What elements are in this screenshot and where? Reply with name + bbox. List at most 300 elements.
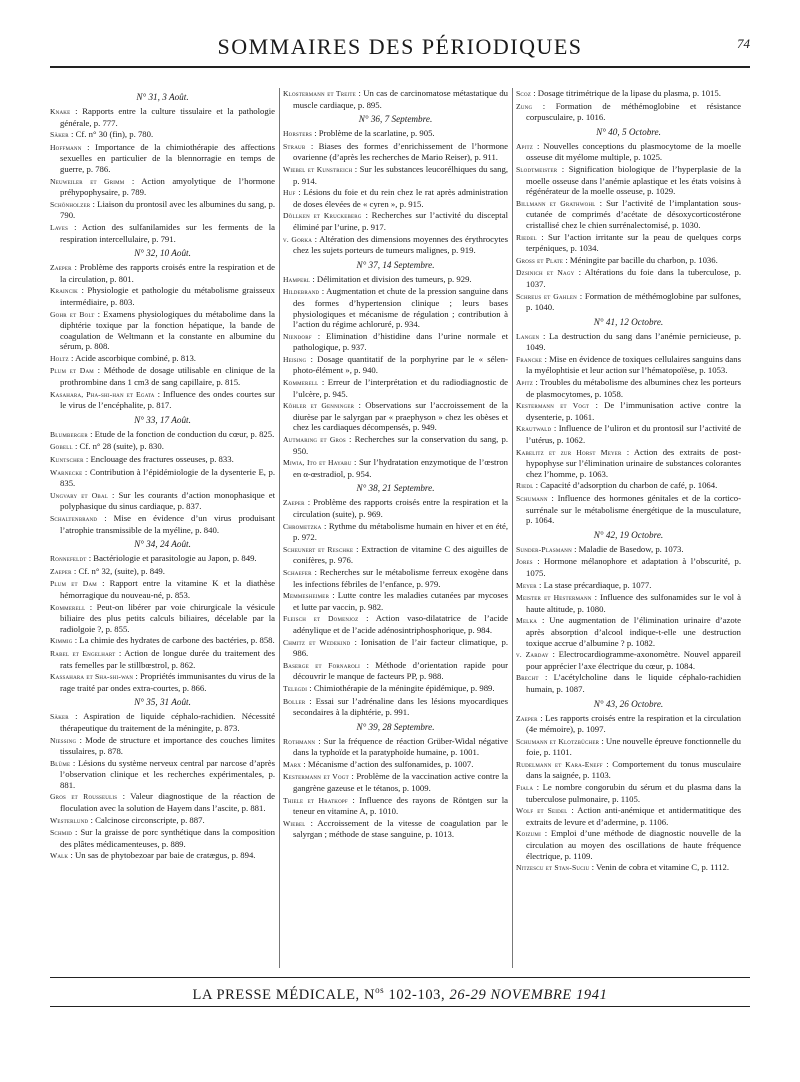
entry-title: : Sur l’action irritante sur la peau de quelques corps terpéniques, p. 1034. bbox=[526, 231, 741, 254]
entry-authors: Blumberger bbox=[50, 429, 88, 439]
column-3 bbox=[516, 88, 741, 968]
entry-title: : Problème de la vaccination active contre la gangrène gazeuse et le tétanos, p. 1009. bbox=[293, 771, 508, 794]
entry-title: : Propriétés immunisantes du virus de la rage traité par ondes extra-courtes, p. 866. bbox=[60, 671, 275, 693]
article-entry bbox=[516, 198, 741, 231]
article-entry bbox=[516, 580, 741, 592]
entry-title: : Sur la graisse de porc synthétique dans la composition des plâtes médicamenteuses, p. 889. bbox=[60, 827, 275, 849]
entry-title: : Bactériologie et parasitologie au Japon, p. 849. bbox=[88, 553, 257, 564]
entry-authors: Kommerell bbox=[50, 602, 86, 612]
entry-authors: Gobell bbox=[50, 442, 73, 452]
entry-title: : Cf. n° 32, (suite), p. 849. bbox=[73, 565, 165, 576]
entry-title: : Nouvelles conceptions du plasmocytome de la moelle osseuse dit myélome multiple, p. 1025. bbox=[526, 140, 741, 163]
entry-title: : Biases des formes d’enrichissement de l’hormone ovarienne (d’après les recherches de Mario Reiser), p. 911. bbox=[293, 140, 508, 163]
entry-authors: Memmesheimer bbox=[283, 591, 330, 601]
entry-authors: v. Gorka bbox=[283, 234, 313, 244]
entry-authors: Slodtmeister bbox=[516, 164, 558, 174]
entry-authors: Walk bbox=[50, 851, 69, 861]
article-entry bbox=[516, 400, 741, 422]
article-entry bbox=[50, 467, 275, 489]
article-entry bbox=[516, 447, 741, 480]
article-entry bbox=[50, 262, 275, 284]
article-entry bbox=[50, 365, 275, 387]
issue-heading: N° 33, 17 Août. bbox=[134, 414, 191, 425]
entry-authors: Straub bbox=[283, 141, 306, 151]
article-entry bbox=[50, 142, 275, 175]
entry-title: : Altération des dimensions moyennes des érythrocytes chez les sujets porteurs de tumeurs malignes, p. 919. bbox=[293, 233, 508, 256]
article-entry bbox=[516, 556, 741, 578]
entry-title: : Recherches sur la conservation du sang, p. 950. bbox=[293, 434, 508, 456]
entry-title: : Rythme du métabolisme humain en hiver et en été, p. 972. bbox=[293, 520, 508, 543]
column-1 bbox=[50, 88, 275, 968]
footer-date: 26-29 NOVEMBRE 1941 bbox=[449, 986, 608, 1003]
entry-authors: Gros et Rousseulis bbox=[50, 792, 118, 802]
entry-authors: Plum et Dam bbox=[50, 579, 97, 589]
entry-authors: Kasahara, Pha-shi-han et Egata bbox=[50, 389, 155, 399]
entry-authors: Säker bbox=[50, 712, 69, 722]
entry-authors: Nitzescu et Stan-Suciu bbox=[516, 863, 590, 873]
article-entry bbox=[516, 862, 741, 874]
article-entry bbox=[516, 782, 741, 804]
entry-title: : Contribution à l’épidémiologie de la dysenterie E, p. 835. bbox=[60, 466, 275, 489]
article-entry bbox=[50, 285, 275, 307]
article-entry bbox=[516, 88, 741, 100]
article-entry bbox=[283, 88, 508, 110]
article-entry bbox=[516, 354, 741, 376]
entry-title: : Action des extraits de post-hypophyse sur l’élimination urinaire de substances colorantes chez l’homme, p. 1063. bbox=[526, 446, 741, 479]
entry-title: : Signification biologique de l’hyperplasie de la moelle osseuse dans l’anémie aplastique et les états voisins à régénérateur de la moelle osseuse, p. 1029. bbox=[526, 163, 741, 197]
entry-authors: Chmitz et Wedekind bbox=[283, 637, 351, 647]
article-entry bbox=[283, 795, 508, 817]
entry-title: : Formation de méthémoglobine et résistance corpusculaire, p. 1016. bbox=[526, 100, 741, 123]
entry-title: : Essai sur l’adrénaline dans les lésions myocardiques secondaires à la diphtérie, p. 991. bbox=[293, 695, 508, 718]
entry-title: : Rapport entre la vitamine K et la diathèse hémorragique du nouveau-né, p. 853. bbox=[60, 578, 275, 600]
article-entry bbox=[283, 660, 508, 682]
article-entry bbox=[516, 480, 741, 492]
article-entry bbox=[50, 648, 275, 670]
entry-authors: Zaeper bbox=[50, 263, 72, 273]
entry-title: : Un sas de phytobezoar par baie de cratægus, p. 894. bbox=[70, 850, 256, 861]
entry-authors: Schumann bbox=[516, 494, 548, 503]
entry-authors: Kraincik bbox=[50, 286, 78, 296]
article-entry bbox=[283, 457, 508, 479]
entry-authors: Kestermann et Vogt bbox=[516, 401, 590, 411]
entry-authors: Schönholzer bbox=[50, 199, 91, 209]
entry-title: : Action vaso-dilatatrice de l’acide adénylique et de l’acide adénosintriphosphorique, p. 984. bbox=[293, 613, 508, 635]
article-entry bbox=[50, 791, 275, 813]
page-title: SOMMAIRES DES PÉRIODIQUES bbox=[217, 34, 583, 59]
footer-journal: LA PRESSE MÉDICALE, N bbox=[192, 986, 376, 1003]
entry-title: : Cf. n° 30 (fin), p. 780. bbox=[71, 129, 154, 140]
article-entry bbox=[283, 331, 508, 353]
entry-title: : Aspiration de liquide céphalo-rachidien. Nécessité thérapeutique du traitement de la méningite, p. 873. bbox=[60, 711, 275, 733]
article-entry bbox=[50, 513, 275, 535]
article-entry bbox=[283, 590, 508, 612]
entry-title: : Les rapports croisés entre la respiration et la circulation (4e mémoire), p. 1097. bbox=[526, 712, 741, 735]
entry-title: : Problème des rapports croisés entre la respiration et la circulation (suite), p. 969. bbox=[293, 497, 508, 519]
entry-title: : Influence des rayons de Röntgen sur la teneur en vitamine A, p. 1010. bbox=[293, 794, 508, 817]
article-entry bbox=[516, 164, 741, 197]
column-divider bbox=[512, 88, 513, 968]
issue-heading: N° 38, 21 Septembre. bbox=[356, 483, 435, 494]
issue-heading: N° 39, 28 Septembre. bbox=[356, 721, 435, 732]
entry-authors: Zaeper bbox=[516, 713, 538, 723]
entry-title: : La stase précardiaque, p. 1077. bbox=[538, 579, 652, 590]
entry-title: : Action amyolytique de l’hormone préhypophysaire, p. 789. bbox=[60, 175, 275, 198]
article-entry bbox=[516, 592, 741, 614]
entry-authors: Jores bbox=[516, 557, 533, 567]
article-entry bbox=[50, 602, 275, 635]
article-entry bbox=[516, 713, 741, 735]
article-entry bbox=[50, 671, 275, 693]
entry-title: : Lutte contre les maladies cutanées par mycoses et lutte par vaccin, p. 982. bbox=[293, 590, 508, 612]
article-entry bbox=[283, 696, 508, 718]
article-entry bbox=[516, 232, 741, 254]
entry-authors: Holtz bbox=[50, 353, 69, 363]
entry-title: : Capacité d’adsorption du charbon de café, p. 1064. bbox=[535, 480, 718, 491]
article-entry bbox=[283, 736, 508, 758]
entry-authors: Fleisch et Domenjoz bbox=[283, 614, 359, 624]
article-entry bbox=[283, 210, 508, 232]
issue-heading: N° 34, 24 Août. bbox=[134, 539, 191, 550]
entry-authors: Heising bbox=[283, 354, 307, 364]
entry-authors: Francke bbox=[516, 354, 543, 364]
article-entry bbox=[283, 497, 508, 519]
entry-title: : Problème des rapports croisés entre la respiration et de la circulation, p. 801. bbox=[60, 262, 275, 284]
article-entry bbox=[516, 828, 741, 861]
entry-authors: Niessing bbox=[50, 735, 77, 745]
entry-title: : L’acétylcholine dans le liquide céphalo-rachidien humain, p. 1087. bbox=[526, 672, 741, 694]
entry-authors: Huf bbox=[283, 188, 296, 198]
entry-authors: Ungvary et Obal bbox=[50, 490, 109, 500]
entry-authors: Knake bbox=[50, 107, 71, 116]
article-entry bbox=[50, 441, 275, 453]
entry-title: : Sur la fréquence de réaction Grüber-Widal négative dans la typhoïde et la paratyphoïde humaine, p. 1001. bbox=[293, 735, 508, 758]
column-divider bbox=[279, 88, 280, 968]
entry-authors: Scoz bbox=[516, 89, 532, 98]
entry-authors: Meister et Hestermann bbox=[516, 593, 592, 603]
entry-authors: Warnecke bbox=[50, 467, 83, 477]
entry-authors: Neuweiler et Grimm bbox=[50, 176, 125, 186]
entry-authors: Autmaring et Gros bbox=[283, 435, 346, 445]
entry-title: : Calcinose circonscripte, p. 887. bbox=[90, 814, 205, 825]
entry-title: : Une nouvelle épreuve fonctionnelle du foie, p. 1101. bbox=[526, 735, 741, 758]
article-entry bbox=[50, 309, 275, 352]
entry-authors: Koizumi bbox=[516, 829, 541, 839]
entry-authors: Schaltenbrand bbox=[50, 514, 98, 523]
entry-authors: Zaeper bbox=[50, 566, 72, 576]
entry-authors: Klostermann et Treite bbox=[283, 89, 356, 98]
entry-authors: Horsters bbox=[283, 129, 313, 139]
entry-title: : Venin de cobra et vitamine C, p. 1112. bbox=[591, 862, 730, 873]
article-entry bbox=[516, 141, 741, 163]
article-entry bbox=[283, 274, 508, 286]
entry-authors: Kestermann et Vogt bbox=[283, 772, 349, 782]
article-entry bbox=[283, 544, 508, 566]
article-entry bbox=[50, 735, 275, 757]
entry-title: : Mise en évidence de toxiques cellulaires sanguins dans la myélophtisie et leur action sur l’hématopoïèse, p. 1053. bbox=[526, 353, 741, 376]
article-entry bbox=[516, 267, 741, 289]
entry-authors: Laves bbox=[50, 222, 69, 232]
entry-authors: Baserge et Fornaroli bbox=[283, 660, 361, 670]
page-number: 74 bbox=[737, 36, 750, 51]
entry-authors: Apitz bbox=[516, 378, 534, 388]
article-entry bbox=[50, 566, 275, 578]
entry-title: : Emploi d’une méthode de diagnostic nouvelle de la circulation au moyen des oscillations de haute fréquence électrique, p. 1109. bbox=[526, 828, 741, 861]
entry-title: : Sur les courants d’action monophasique et polyphasique du sinus cardiaque, p. 837. bbox=[60, 489, 275, 512]
article-entry bbox=[283, 771, 508, 793]
article-entry bbox=[283, 187, 508, 209]
footer-number-sup: os bbox=[375, 985, 385, 995]
entry-title: : Problème de la scarlatine, p. 905. bbox=[314, 128, 435, 139]
entry-title: : De l’immunisation active contre la dysenterie, p. 1061. bbox=[526, 400, 741, 422]
entry-title: : Dosage quantitatif de la porphyrine par le « sélen-photo-élément », p. 940. bbox=[293, 353, 508, 376]
issue-heading: N° 32, 10 Août. bbox=[134, 248, 191, 259]
entry-authors: Rudelmann et Kara-Eneff bbox=[516, 759, 603, 769]
article-entry bbox=[516, 493, 741, 526]
issue-heading: N° 36, 7 Septembre. bbox=[358, 114, 433, 125]
entry-title: : Hormone mélanophore et adaptation à l’obscurité, p. 1075. bbox=[526, 556, 741, 578]
entry-title: : Peut-on libérer par voie chirurgicale la vésicule biliaire des plus petits calculs biliaires, décelable par la radiolgoie ?, p. 855. bbox=[60, 601, 275, 634]
issue-heading: N° 42, 19 Octobre. bbox=[593, 529, 664, 540]
article-entry bbox=[283, 234, 508, 256]
article-entry bbox=[50, 815, 275, 827]
entry-title: : Sur l’activité de l’implantation sous-cutanée de comprimés d’acétate de désoxycorticostérone cristallisé chez le chien surrénalectomisé, p. 1030. bbox=[526, 197, 741, 230]
article-entry bbox=[50, 176, 275, 198]
entry-title: : Le nombre congorubin du sérum et du plasma dans la tuberculose pulmonaire, p. 1105. bbox=[526, 782, 741, 804]
article-entry bbox=[283, 613, 508, 635]
entry-title: : Sur l’hydratation enzymotique de l’œstron en α-œstradiol, p. 954. bbox=[293, 457, 508, 479]
article-entry bbox=[50, 490, 275, 512]
article-entry bbox=[516, 649, 741, 671]
entry-title: : Un cas de carcinomatose métastatique du muscle cardiaque, p. 895. bbox=[293, 88, 508, 110]
article-entry bbox=[516, 759, 741, 781]
entry-authors: Langen bbox=[516, 331, 540, 341]
entry-title: : Cf. n° 28 (suite), p. 830. bbox=[74, 441, 164, 452]
entry-authors: Hildebrand bbox=[283, 287, 320, 297]
entry-title: : Accroissement de la vitesse de coagulation par le salyrgan ; méthode de stase sanguine, p. 1013. bbox=[293, 817, 508, 840]
footer-rule bbox=[50, 977, 750, 978]
entry-title: : Augmentation et chute de la pression sanguine dans des formes d’hypertension clinique ; leurs bases physiologiques et mécanisme de régulation ; contribution à l’action du régime achloruré, p. 934. bbox=[293, 286, 508, 330]
issue-heading: N° 40, 5 Octobre. bbox=[596, 126, 661, 137]
entry-title: : Influence de l’uliron et du prontosil sur l’activité de l’utérus, p. 1062. bbox=[526, 423, 741, 446]
article-entry bbox=[283, 377, 508, 399]
entry-title: : Recherches sur l’activité du disceptal éliminé par l’urine, p. 917. bbox=[293, 210, 508, 232]
entry-title: : La chimie des hydrates de carbone des bactéries, p. 858. bbox=[74, 635, 275, 646]
entry-title: : Valeur diagnostique de la réaction de floculation avec la solution de Hayem dans l’ascite, p. 881. bbox=[60, 791, 275, 814]
entry-authors: Plum et Dam bbox=[50, 366, 94, 376]
issue-heading: N° 35, 31 Août. bbox=[134, 697, 191, 708]
entry-authors: Rabel et Engelhart bbox=[50, 648, 116, 658]
entry-title: : Acide ascorbique combiné, p. 813. bbox=[70, 352, 196, 363]
entry-title: : Influence des ondes courtes sur le virus de l’encéphalite, p. 817. bbox=[60, 388, 275, 411]
page-header bbox=[50, 30, 750, 70]
entry-title: : Formation de méthémoglobine par sulfones, p. 1040. bbox=[526, 290, 741, 313]
article-entry bbox=[50, 553, 275, 565]
article-entry bbox=[516, 615, 741, 648]
article-entry bbox=[283, 354, 508, 376]
column-2 bbox=[283, 88, 508, 968]
entry-authors: Wiebel et Kunstreich bbox=[283, 164, 353, 174]
entry-authors: Westerlund bbox=[50, 815, 89, 825]
article-entry bbox=[50, 635, 275, 647]
entry-title: : Action anti-anémique et antidermatitique des extraits de levure et d’adermine, p. 1106. bbox=[526, 805, 741, 827]
entry-authors: Kassahara et Sha-shi-wan bbox=[50, 672, 134, 682]
entry-title: : Action des sulfanilamides sur les ferments de la respiration intercellulaire, p. 791. bbox=[60, 221, 275, 244]
entry-title: : Méthode d’orientation rapide pour découvrir le manque de facteurs PP, p. 988. bbox=[293, 659, 508, 682]
entry-authors: Sunder-Plasmann bbox=[516, 544, 572, 554]
entry-title: : Maladie de Basedow, p. 1073. bbox=[574, 543, 684, 554]
page-footer bbox=[50, 985, 750, 1004]
entry-authors: Niendorf bbox=[283, 331, 312, 341]
article-entry bbox=[50, 106, 275, 128]
entry-authors: Wolf et Seidel bbox=[516, 806, 568, 816]
article-entry bbox=[516, 672, 741, 694]
entry-authors: Kimmig bbox=[50, 636, 73, 646]
entry-authors: Thiele et Hratkopf bbox=[283, 795, 348, 805]
article-entry bbox=[50, 353, 275, 365]
entry-title: : Action de longue durée du traitement des rats femelles par le stillbœstrol, p. 862. bbox=[60, 647, 275, 670]
article-entry bbox=[50, 711, 275, 733]
entry-authors: Fiala bbox=[516, 783, 534, 793]
entry-authors: Wiebel bbox=[283, 818, 306, 828]
article-entry bbox=[516, 377, 741, 399]
entry-authors: Döllken et Kruckeberg bbox=[283, 211, 362, 221]
article-entry bbox=[50, 850, 275, 862]
entry-title: : Dosage titrimétrique de la lipase du plasma, p. 1015. bbox=[533, 88, 721, 98]
entry-title: : Ionisation de l’air facteur climatique, p. 986. bbox=[293, 636, 508, 659]
article-entry bbox=[283, 759, 508, 771]
entry-title: : Sur les substances leucorélhiques du sang, p. 914. bbox=[293, 163, 508, 186]
issue-heading: N° 41, 12 Octobre. bbox=[593, 316, 664, 327]
entry-title: : La destruction du sang dans l’anémie pernicieuse, p. 1049. bbox=[526, 330, 741, 353]
article-entry bbox=[283, 286, 508, 329]
entry-authors: Säker bbox=[50, 130, 69, 140]
header-rule bbox=[50, 66, 750, 68]
entry-authors: Scheunert et Reschke bbox=[283, 544, 354, 554]
article-entry bbox=[283, 141, 508, 163]
entry-authors: Riedel bbox=[516, 232, 537, 242]
entry-authors: Kabelitz et zur Horst Meyer bbox=[516, 447, 622, 457]
article-entry bbox=[50, 429, 275, 441]
entry-title: : Erreur de l’interprétation et du radiodiagnostic de l’ulcère, p. 945. bbox=[293, 377, 508, 399]
entry-title: : Liaison du prontosil avec les albumines du sang, p. 790. bbox=[60, 198, 275, 221]
entry-authors: Billmann et Grathwohl bbox=[516, 198, 596, 208]
entry-title: : Mécanisme d’action des sulfonamides, p. 1007. bbox=[303, 758, 474, 769]
article-entry bbox=[283, 400, 508, 433]
footer-rule-bottom bbox=[50, 1006, 750, 1007]
article-entry bbox=[516, 291, 741, 313]
article-entry bbox=[283, 637, 508, 659]
article-entry bbox=[516, 101, 741, 123]
entry-authors: Schumann et Klotzbücher bbox=[516, 736, 600, 746]
article-entry bbox=[50, 454, 275, 466]
entry-authors: Telegdi bbox=[283, 683, 308, 693]
entry-title: : Extraction de vitamine C des aiguilles de conifères, p. 976. bbox=[293, 543, 508, 566]
entry-authors: Schmid bbox=[50, 828, 73, 838]
article-entry bbox=[283, 434, 508, 456]
article-entry bbox=[516, 544, 741, 556]
issue-heading: N° 43, 26 Octobre. bbox=[593, 698, 664, 709]
issue-heading: N° 37, 14 Septembre. bbox=[356, 259, 435, 270]
entry-authors: Zaeper bbox=[283, 498, 305, 508]
entry-authors: Zung bbox=[516, 101, 533, 111]
article-entry bbox=[50, 389, 275, 411]
article-entry bbox=[283, 521, 508, 543]
entry-authors: Kuntscher bbox=[50, 455, 84, 465]
entry-title: : Lésions du foie et du rein chez le rat après administration de doses élevées de « cyren », p. 915. bbox=[293, 187, 508, 209]
article-entry bbox=[50, 222, 275, 244]
entry-authors: Ronnefeldt bbox=[50, 554, 87, 564]
entry-title: : Etude de la fonction de conduction du cœur, p. 825. bbox=[90, 428, 275, 439]
article-entry bbox=[50, 758, 275, 791]
entry-authors: Blüme bbox=[50, 758, 71, 768]
entry-authors: Schreus et Gahlen bbox=[516, 291, 577, 301]
entry-title: : Examens physiologiques du métabolime dans la diphtérie toxique par la fonction hépatique, la bande de coagulation de Weltmann et la constante en albumine du sérum, p. 808. bbox=[60, 308, 275, 352]
entry-title: : Enclouage des fractures osseuses, p. 833. bbox=[85, 454, 234, 465]
entry-title: : Délimitation et division des tumeurs, p. 929. bbox=[312, 273, 472, 284]
entry-title: : Mode de structure et importance des couches limites tissulaires, p. 878. bbox=[60, 734, 275, 757]
article-entry bbox=[516, 736, 741, 758]
article-entry bbox=[50, 827, 275, 849]
entry-authors: Apitz bbox=[516, 141, 534, 151]
entry-authors: Rothmann bbox=[283, 736, 316, 746]
entry-title: : Observations sur l’accroissement de la diurèse par le salyrgan par « praephyson » chez les obèses et chez les cardiaques décompensés, p. 949. bbox=[293, 400, 508, 433]
entry-title: : Mise en évidence d’un virus produisant l’atrophie transmissible de la myéline, p. 840. bbox=[60, 513, 275, 535]
entry-title: : Influence des sulfonamides sur le vol à haute altitude, p. 1080. bbox=[526, 592, 741, 614]
entry-title: : Rapports entre la culture tissulaire et la pathologie générale, p. 777. bbox=[60, 106, 275, 128]
entry-authors: Chrometzka bbox=[283, 521, 322, 531]
entry-authors: Kommerell bbox=[283, 378, 319, 388]
entry-title: : Altérations du foie dans la tuberculose, p. 1037. bbox=[526, 267, 741, 289]
entry-authors: Schaefer bbox=[283, 567, 312, 577]
issue-heading: N° 31, 3 Août. bbox=[136, 92, 189, 102]
entry-authors: Brecht bbox=[516, 673, 539, 683]
article-entry bbox=[50, 578, 275, 600]
entry-title: : Une augmentation de l’élimination urinaire d’azote après absorption d’alcool indique-t-elle une destruction toxique accrue d’albumine ? p. 1082. bbox=[526, 615, 741, 648]
entry-title: : Lésions du système nerveux central par narcose d’après l’observation clinique et les recherches expérimentales, p. 881. bbox=[60, 757, 275, 790]
entry-authors: Hoffmann bbox=[50, 142, 82, 152]
entry-authors: Meyer bbox=[516, 580, 537, 590]
entry-title: : Troubles du métabolisme des albumines chez les porteurs de plasmocytomes, p. 1058. bbox=[526, 377, 741, 399]
entry-title: : Electrocardiogramme-axonomètre. Nouvel appareil pour apprécier l’axe électrique du cœur, p. 1084. bbox=[526, 649, 741, 671]
entry-authors: Hamperl bbox=[283, 274, 311, 284]
article-entry bbox=[50, 129, 275, 141]
entry-title: : Méthode de dosage utilisable en clinique de la prothrombine dans 1 cm3 de sang capillaire, p. 815. bbox=[60, 365, 275, 388]
entry-authors: Riedl bbox=[516, 481, 534, 491]
article-entry bbox=[50, 199, 275, 221]
entry-authors: v. Zarday bbox=[516, 650, 549, 660]
entry-title: : Physiologie et pathologie du métabolisme graisseux intermédiaire, p. 803. bbox=[60, 285, 275, 307]
entry-title: : Elimination d’histidine dans l’urine normale et pathologique, p. 937. bbox=[293, 330, 508, 353]
article-entry bbox=[283, 567, 508, 589]
article-entry bbox=[516, 331, 741, 353]
article-entry bbox=[516, 423, 741, 445]
article-entry bbox=[283, 818, 508, 840]
footer-number: 102-103, bbox=[384, 986, 450, 1003]
entry-title: : Comportement du tonus musculaire dans la saignée, p. 1103. bbox=[526, 758, 741, 781]
entry-authors: Dzsinich et Nagy bbox=[516, 268, 575, 278]
entry-authors: Köhler et Genninger bbox=[283, 401, 355, 411]
entry-authors: Boller bbox=[283, 696, 306, 706]
entry-title: : Chimiothérapie de la méningite épidémique, p. 989. bbox=[309, 682, 495, 693]
article-entry bbox=[516, 255, 741, 267]
entry-authors: Krautwald bbox=[516, 424, 552, 434]
entry-title: : Importance de la chimiothérapie des affections sexuelles en particulier de la blennorragie en temps de guerre, p. 786. bbox=[60, 141, 275, 174]
article-entry bbox=[283, 128, 508, 140]
article-entry bbox=[283, 683, 508, 695]
entry-title: : Recherches sur le métabolisme ferreux exogène dans les infections fébriles de l’enfance, p. 979. bbox=[293, 566, 508, 589]
entry-authors: Melka bbox=[516, 616, 538, 626]
